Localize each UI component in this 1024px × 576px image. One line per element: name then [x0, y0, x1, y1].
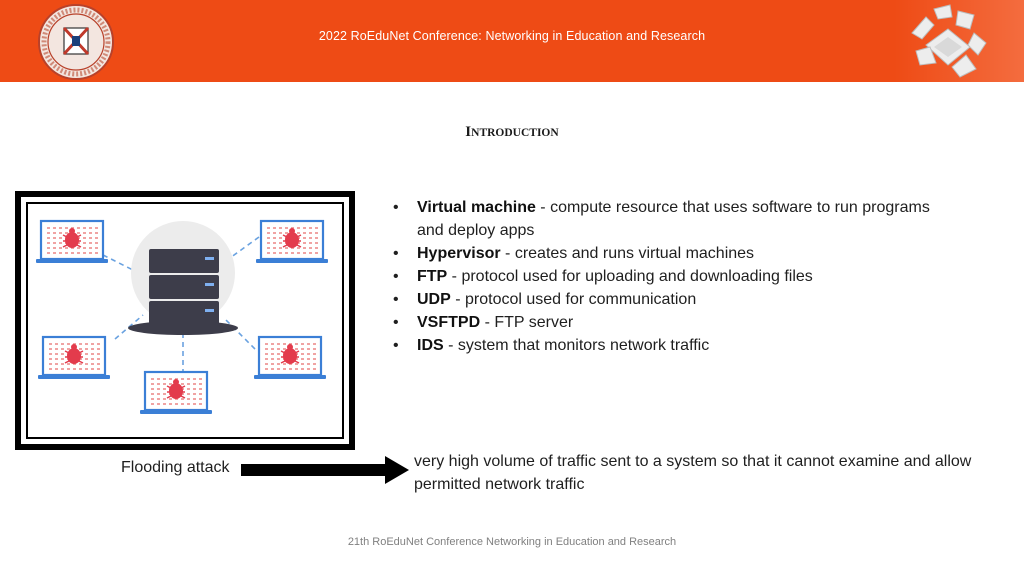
term-ids: IDS — [417, 337, 444, 354]
term-virtual-machine: Virtual machine — [417, 199, 536, 216]
footer-text: 21th RoEduNet Conference Networking in Education and Research — [347, 536, 677, 548]
slide-title — [0, 124, 1024, 141]
definition-hypervisor: - creates and runs virtual machines — [500, 245, 755, 262]
flooding-attack-label: Flooding attack — [121, 459, 230, 476]
arrow-right-icon — [241, 455, 411, 485]
list-item — [393, 311, 953, 334]
list-item — [393, 334, 953, 357]
definition-virtual-machine: - compute resource that uses software to run programs and deploy apps — [417, 199, 930, 239]
list-item — [393, 242, 953, 265]
header-bar — [0, 0, 1024, 82]
list-item — [393, 196, 953, 242]
list-item — [393, 265, 953, 288]
term-udp: UDP — [417, 291, 451, 308]
definition-vsftpd: - FTP server — [480, 314, 574, 331]
definition-ftp: - protocol used for uploading and downloading files — [447, 268, 813, 285]
definition-ids: - system that monitors network traffic — [443, 337, 710, 354]
definitions-list — [393, 196, 953, 357]
header-title: 2022 RoEduNet Conference: Networking in Education and Research — [318, 29, 706, 43]
definition-udp: - protocol used for communication — [450, 291, 697, 308]
slide-title-rest: NTRODUCTION — [471, 127, 559, 139]
roedunet-logo-icon — [904, 3, 990, 81]
term-vsftpd: VSFTPD — [417, 314, 481, 331]
term-ftp: FTP — [417, 268, 448, 285]
server-network-attack-icon — [15, 191, 355, 450]
flooding-attack-description: very high volume of traffic sent to a system so that it cannot examine and allow permitted network traffic — [414, 453, 972, 493]
term-hypervisor: Hypervisor — [417, 245, 501, 262]
slide-title-initial: I — [465, 124, 472, 140]
list-item — [393, 288, 953, 311]
